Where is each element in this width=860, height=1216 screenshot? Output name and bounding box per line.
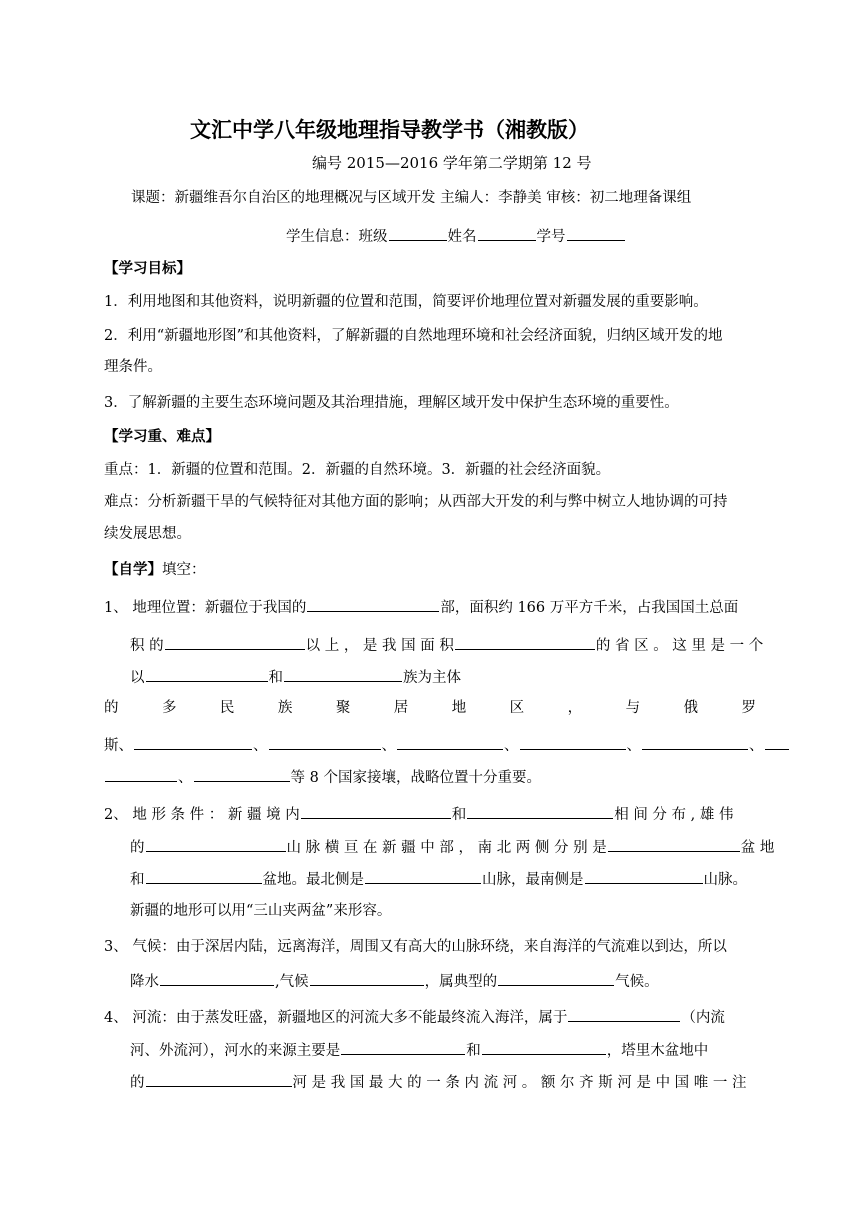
q4-text-e: ，塔里木盆地中 — [606, 1043, 709, 1059]
q1-blank-6[interactable] — [134, 734, 252, 750]
q1-text-c: 积 的 — [130, 638, 164, 654]
q2-text-g: 和 — [130, 872, 145, 888]
q3-line-2 — [130, 970, 659, 992]
q4-blank-2[interactable] — [341, 1039, 465, 1055]
q1-text-b: 部，面积约 166 万平方千米，占我国国土总面 — [440, 600, 739, 616]
q4-line-3 — [130, 1071, 747, 1093]
q1-blank-1[interactable] — [307, 596, 439, 612]
q2-text-a: 地 形 条 件 ： 新 疆 境 内 — [132, 807, 300, 823]
id-blank[interactable] — [567, 225, 625, 241]
q3-text-b: 降水 — [130, 974, 159, 990]
q3-number: 3、 — [104, 939, 128, 955]
self-study-heading — [104, 560, 206, 580]
student-id-label: 学号 — [536, 229, 566, 245]
q1-blank-4[interactable] — [146, 666, 268, 682]
q3-blank-3[interactable] — [498, 970, 614, 986]
q1-number: 1、 — [104, 600, 128, 616]
q2-line-1 — [104, 803, 733, 825]
q3-text-e: 气候。 — [615, 974, 659, 990]
q1-line-4 — [104, 698, 756, 718]
q2-blank-6[interactable] — [365, 868, 481, 884]
q2-line-2 — [130, 836, 774, 858]
q4-text-d: 和 — [466, 1043, 481, 1059]
q3-text-d: ，属典型的 — [424, 974, 498, 990]
q1-blank-11b[interactable] — [105, 766, 177, 782]
self-study-heading-suffix: 填空： — [162, 562, 206, 578]
q1-line-3 — [130, 666, 461, 688]
q1-char: 族 — [277, 700, 293, 716]
q1-line-6 — [104, 766, 541, 788]
q2-text-c: 相 间 分 布 , 雄 伟 — [614, 807, 734, 823]
q4-text-c: 河、外流河），河水的来源主要是 — [130, 1043, 341, 1059]
q3-text-c: ,气候 — [275, 974, 309, 990]
q2-blank-4[interactable] — [608, 836, 740, 852]
q4-line-1 — [104, 1006, 725, 1028]
key-focus: 重点：1．新疆的位置和范围。2．新疆的自然环境。3．新疆的社会经济面貌。 — [104, 462, 611, 478]
class-blank[interactable] — [389, 225, 447, 241]
q1-char: 民 — [219, 700, 235, 716]
q3-blank-2[interactable] — [310, 970, 424, 986]
q1-text-a: 地理位置：新疆位于我国的 — [132, 600, 307, 616]
q2-text-j: 山脉。 — [703, 872, 747, 888]
q1-blank-7[interactable] — [269, 734, 381, 750]
q1-char: ， — [567, 700, 583, 716]
q1-text-g: 和 — [268, 670, 283, 686]
q3-blank-1[interactable] — [160, 970, 274, 986]
q1-text-d: 以 上 ， 是 我 国 面 积 — [305, 638, 454, 654]
q1-blank-10[interactable] — [642, 734, 748, 750]
q3-line-1 — [104, 937, 727, 957]
goal-item-2-line-1: 2．利用“新疆地形图”和其他资料，了解新疆的自然地理环境和社会经济面貌，归纳区域开发的地 — [104, 328, 723, 344]
goals-heading: 【学习目标】 — [104, 260, 191, 277]
q2-blank-2[interactable] — [467, 803, 613, 819]
q1-char: 聚 — [335, 700, 351, 716]
q2-text-e: 山 脉 横 亘 在 新 疆 中 部 ， 南 北 两 侧 分 别 是 — [286, 840, 607, 856]
goal-item-2-line-2: 理条件。 — [104, 359, 162, 375]
topic-line: 课题：新疆维吾尔自治区的地理概况与区域开发 主编人：李静美 审核：初二地理备课组 — [131, 190, 692, 206]
q1-sep: 、 — [178, 770, 193, 786]
q2-text-h: 盆地。最北侧是 — [262, 872, 364, 888]
q1-char: 居 — [393, 700, 409, 716]
q2-text-f: 盆 地 — [740, 840, 775, 856]
q1-char: 与 — [625, 700, 641, 716]
q1-char: 区 — [509, 700, 525, 716]
student-class-label: 学生信息：班级 — [286, 229, 388, 245]
q1-sep: 、 — [626, 738, 641, 754]
q2-line-3 — [130, 868, 747, 890]
q3-text-a: 气候：由于深居内陆，远离海洋，周围又有高大的山脉环绕，来自海洋的气流难以到达，所以 — [132, 939, 727, 955]
q1-sep: 、 — [504, 738, 519, 754]
q4-text-b: （内流 — [681, 1010, 725, 1026]
q4-blank-1[interactable] — [568, 1006, 680, 1022]
q4-text-g: 河 是 我 国 最 大 的 一 条 内 流 河 。 额 尔 齐 斯 河 是 中 国 唯 一 注 — [292, 1075, 747, 1091]
q1-blank-12[interactable] — [194, 766, 290, 782]
q2-text-i: 山脉，最南侧是 — [482, 872, 584, 888]
q2-line-4: 新疆的地形可以用“三山夹两盆”来形容。 — [130, 903, 392, 919]
q1-text-h: 族为主体 — [403, 670, 461, 686]
q2-blank-7[interactable] — [585, 868, 703, 884]
q1-blank-2[interactable] — [165, 634, 305, 650]
key-difficult-line-2: 续发展思想。 — [104, 526, 191, 542]
self-study-heading-label: 【自学】 — [104, 561, 162, 578]
serial-number: 编号 2015—2016 学年第二学期第 12 号 — [312, 154, 592, 172]
q1-char: 俄 — [683, 700, 699, 716]
q1-char: 罗 — [741, 700, 756, 716]
name-blank[interactable] — [478, 225, 536, 241]
q1-blank-11a[interactable] — [765, 734, 789, 750]
q1-text-e: 的 省 区 。 这 里 是 一 个 — [595, 638, 764, 654]
q4-line-2 — [130, 1039, 708, 1061]
q1-line-1 — [104, 596, 738, 618]
q2-text-b: 和 — [451, 807, 467, 823]
q4-text-f: 的 — [130, 1075, 145, 1091]
q1-line-5 — [104, 734, 790, 756]
student-name-label: 姓名 — [447, 229, 477, 245]
q4-number: 4、 — [104, 1010, 128, 1026]
key-heading: 【学习重、难点】 — [104, 428, 220, 445]
q1-blank-3[interactable] — [455, 634, 595, 650]
q1-char: 多 — [161, 700, 177, 716]
q1-sep: 、 — [253, 738, 268, 754]
q1-sep: 、 — [749, 738, 764, 754]
q2-blank-5[interactable] — [146, 868, 262, 884]
q2-blank-3[interactable] — [146, 836, 286, 852]
q4-blank-4[interactable] — [146, 1071, 292, 1087]
q1-text-si: 斯、 — [104, 738, 133, 754]
q1-blank-8[interactable] — [397, 734, 503, 750]
q1-line-2 — [130, 634, 763, 656]
q4-blank-3[interactable] — [482, 1039, 606, 1055]
q2-number: 2、 — [104, 807, 128, 823]
student-info — [286, 225, 626, 247]
q1-text-f: 以 — [130, 670, 145, 686]
q1-char: 地 — [451, 700, 467, 716]
q1-text-end: 等 8 个国家接壤，战略位置十分重要。 — [290, 770, 541, 786]
goal-item-1: 1．利用地图和其他资料，说明新疆的位置和范围，简要评价地理位置对新疆发展的重要影响。 — [104, 294, 708, 310]
q1-sep: 、 — [381, 738, 396, 754]
q4-text-a: 河流：由于蒸发旺盛，新疆地区的河流大多不能最终流入海洋，属于 — [132, 1010, 568, 1026]
q2-text-d: 的 — [130, 840, 145, 856]
page-title: 文汇中学八年级地理指导教学书（湘教版） — [190, 118, 589, 142]
key-difficult-line-1: 难点：分析新疆干旱的气候特征对其他方面的影响；从西部大开发的利与弊中树立人地协调的可持 — [104, 494, 728, 510]
q1-blank-5[interactable] — [284, 666, 402, 682]
q1-blank-9[interactable] — [520, 734, 626, 750]
goal-item-3: 3．了解新疆的主要生态环境问题及其治理措施，理解区域开发中保护生态环境的重要性。 — [104, 395, 679, 411]
q1-char: 的 — [104, 700, 119, 716]
q2-blank-1[interactable] — [301, 803, 451, 819]
